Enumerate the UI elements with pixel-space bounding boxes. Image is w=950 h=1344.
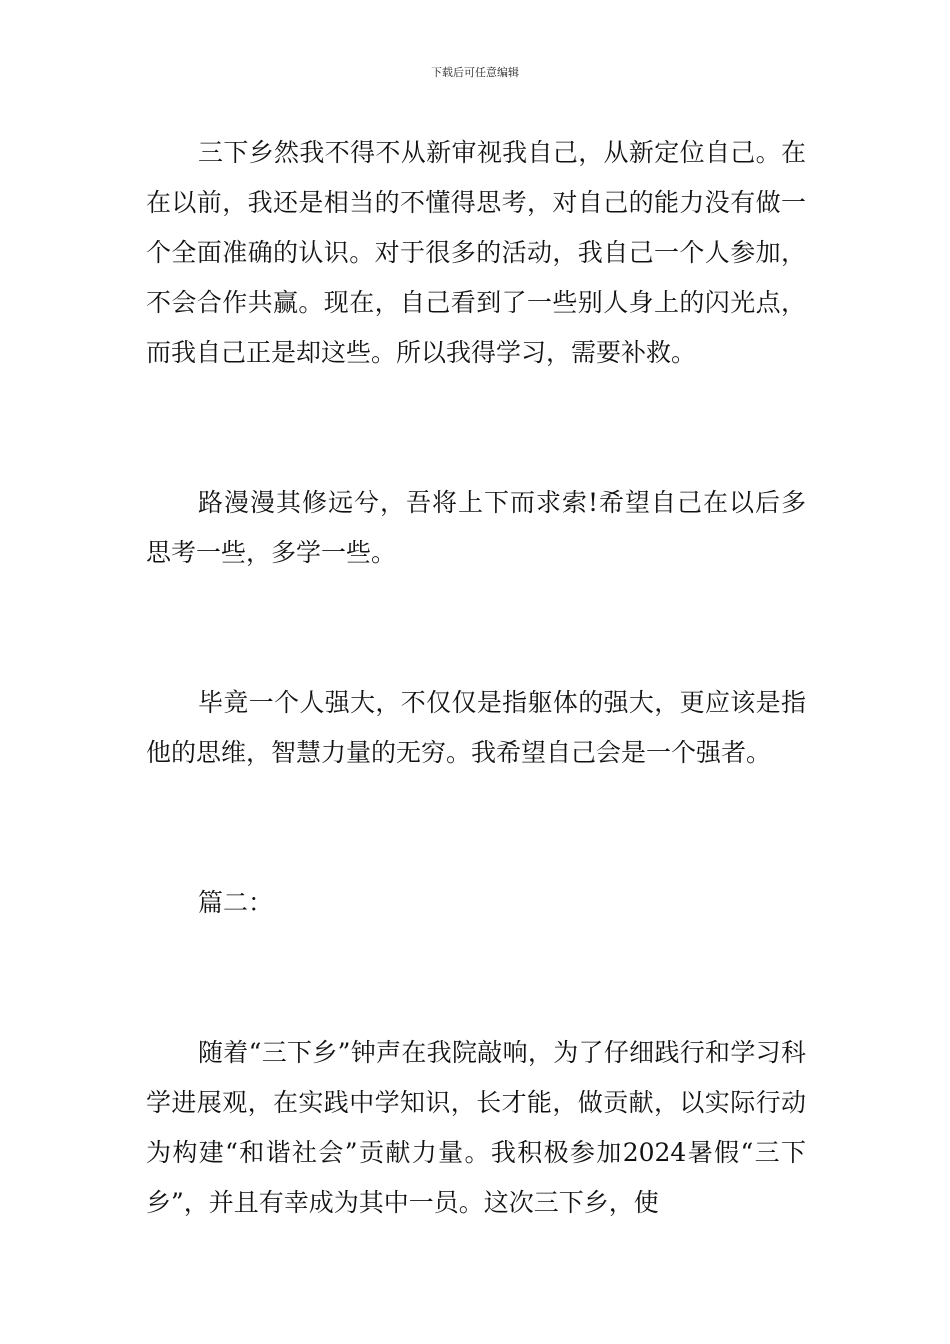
paragraph-reflection: 三下乡然我不得不从新审视我自己，从新定位自己。在在以前，我还是相当的不懂得思考，对自己的能力没有做一个全面准确的认识。对于很多的活动，我自己一个人参加，不会合作共赢。现在，自己看到了一些别人身上的闪光点，而我自己正是却这些。所以我得学习，需要补救。	[146, 138, 806, 367]
section-heading: 篇二：	[198, 888, 274, 917]
paragraph-strength: 毕竟一个人强大，不仅仅是指躯体的强大，更应该是指他的思维，智慧力量的无穷。我希望自己会是一个强者。	[146, 688, 806, 767]
paragraph-section-two: 随着“三下乡”钟声在我院敲响，为了仔细践行和学习科学进展观，在实践中学知识，长才能，做贡献，以实际行动为构建“和谐社会”贡献力量。我积极参加2024暑假“三下乡”，并且有幸成为其中一员。这次三下乡，使	[146, 1038, 806, 1217]
paragraph-quote: 路漫漫其修远兮，吾将上下而求索!希望自己在以后多思考一些，多学一些。	[146, 488, 806, 567]
document-body	[146, 128, 806, 1228]
page-header: 下载后可任意编辑	[431, 66, 519, 79]
